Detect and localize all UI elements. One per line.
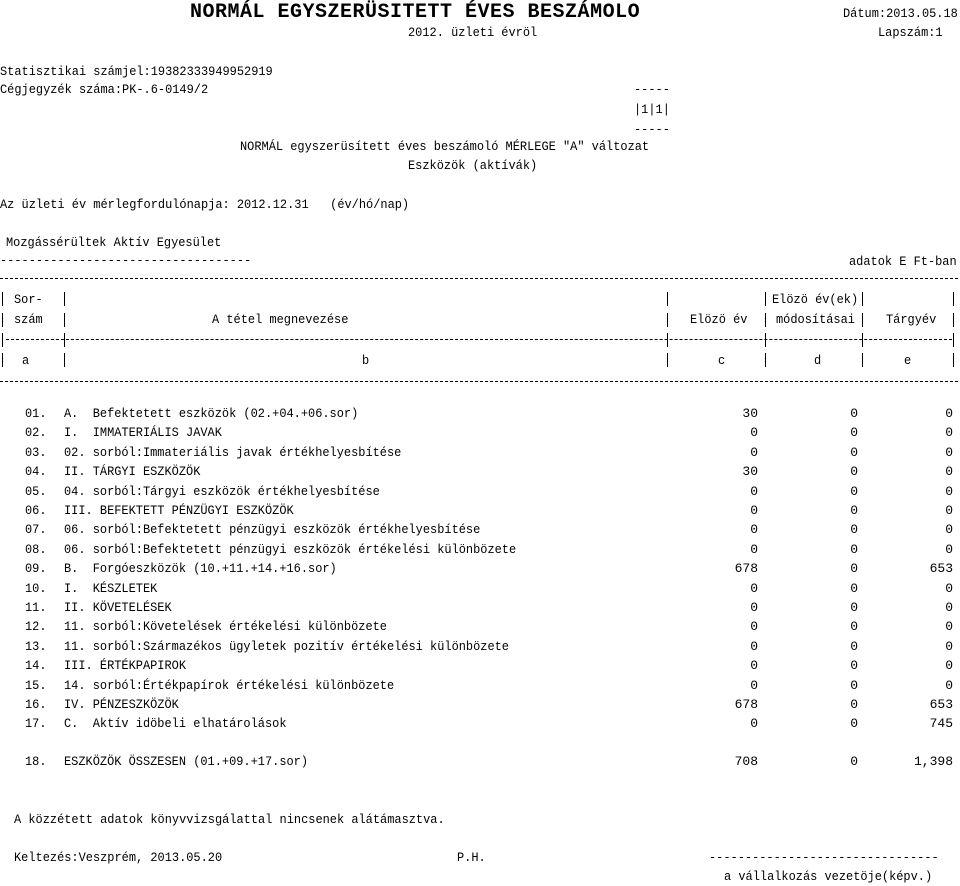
col-letter-c: c [718,353,726,368]
balance-sheet-subtitle: Eszközök (aktívák) [408,158,538,173]
report-main-title: NORMÁL EGYSZERÜSITETT ÉVES BESZÁMOLO [190,1,641,24]
row-mod-value: 0 [850,697,858,712]
total-cur-value: 1,398 [913,754,953,769]
header-rule-top [0,278,958,279]
row-prev-value: 30 [742,464,758,479]
page-number-label: Lapszám:1 [878,25,943,40]
row-mod-value: 0 [850,581,858,596]
box-bottom-dashes: ----- [634,122,670,137]
header-rule-middle [6,339,952,340]
organization-name: Mozgássérültek Aktív Egyesület [6,235,222,250]
row-mod-value: 0 [850,484,858,499]
row-number: 05. [25,484,47,499]
ph-stamp-label: P.H. [457,850,486,865]
row-name: C. Aktív idöbeli elhatárolások [64,716,287,731]
col-letter-a: a [22,353,30,368]
row-name: A. Befektetett eszközök (02.+04.+06.sor) [64,406,359,421]
row-cur-value: 0 [945,619,953,634]
row-number: 11. [25,600,47,615]
col-header-sor: Sor- [14,292,43,307]
row-prev-value: 0 [750,658,758,673]
balance-sheet-title: NORMÁL egyszerüsített éves beszámoló MÉRLEGE "A" változat [240,139,650,154]
row-number: 16. [25,697,47,712]
row-name: III. BEFEKTETT PÉNZÜGYI ESZKÖZÖK [64,503,294,518]
row-mod-value: 0 [850,716,858,731]
row-cur-value: 653 [929,697,953,712]
row-prev-value: 0 [750,542,758,557]
col-header-mod-line2: módosításai [776,312,855,327]
col-header-name: A tétel megnevezése [212,312,349,327]
col-header-prev: Elözö év [690,312,748,327]
row-prev-value: 678 [734,697,758,712]
row-cur-value: 0 [945,600,953,615]
balance-date-line: Az üzleti év mérlegfordulónapja: 2012.12.31 (év/hó/nap) [0,197,410,212]
total-row-number: 18. [25,754,47,769]
row-number: 06. [25,503,47,518]
row-name: I. KÉSZLETEK [64,581,158,596]
row-mod-value: 0 [850,445,858,460]
row-cur-value: 0 [945,425,953,440]
row-name: B. Forgóeszközök (10.+11.+14.+16.sor) [64,561,337,576]
row-name: II. KÖVETELÉSEK [64,600,172,615]
row-name: I. IMMATERIÁLIS JAVAK [64,425,222,440]
row-number: 04. [25,464,47,479]
registry-number: Cégjegyzék száma:PK-.6-0149/2 [0,82,209,97]
row-cur-value: 0 [945,503,953,518]
row-name: 06. sorból:Befektetett pénzügyi eszközök értékhelyesbítése [64,522,481,537]
signature-line: -------------------------------- [709,850,939,865]
row-cur-value: 0 [945,581,953,596]
row-number: 01. [25,406,47,421]
audit-note: A közzétett adatok könyvvizsgálattal nincsenek alátámasztva. [14,812,445,827]
row-prev-value: 0 [750,600,758,615]
row-cur-value: 0 [945,678,953,693]
organization-underline: ----------------------------------- [0,253,252,268]
row-number: 07. [25,522,47,537]
row-number: 10. [25,581,47,596]
row-number: 13. [25,639,47,654]
total-row-name: ESZKÖZÖK ÖSSZESEN (01.+09.+17.sor) [64,754,309,769]
row-prev-value: 0 [750,678,758,693]
row-cur-value: 0 [945,464,953,479]
row-cur-value: 0 [945,658,953,673]
row-prev-value: 0 [750,716,758,731]
row-number: 09. [25,561,47,576]
row-prev-value: 0 [750,639,758,654]
row-name: 11. sorból:Származékos ügyletek pozitív értékelési különbözete [64,639,509,654]
statistical-id: Statisztikai számjel:19382333949952919 [0,64,273,79]
row-mod-value: 0 [850,522,858,537]
total-prev-value: 708 [734,754,758,769]
row-prev-value: 0 [750,503,758,518]
row-name: 14. sorból:Értékpapírok értékelési különbözete [64,678,395,693]
row-mod-value: 0 [850,542,858,557]
row-mod-value: 0 [850,600,858,615]
row-cur-value: 0 [945,406,953,421]
col-letter-d: d [814,353,822,368]
row-cur-value: 0 [945,542,953,557]
row-cur-value: 653 [929,561,953,576]
row-prev-value: 0 [750,522,758,537]
row-cur-value: 0 [945,445,953,460]
row-prev-value: 678 [734,561,758,576]
row-prev-value: 0 [750,445,758,460]
row-name: 02. sorból:Immateriális javak értékhelyesbítése [64,445,402,460]
row-prev-value: 0 [750,581,758,596]
row-mod-value: 0 [850,425,858,440]
row-mod-value: 0 [850,406,858,421]
row-name: 06. sorból:Befektetett pénzügyi eszközök értékelési különbözete [64,542,517,557]
box-version-number: |1|1| [634,102,670,117]
total-mod-value: 0 [850,754,858,769]
row-number: 08. [25,542,47,557]
row-name: III. ÉRTÉKPAPIROK [64,658,187,673]
row-name: 11. sorból:Követelések értékelési különbözete [64,619,387,634]
date-label: Dátum:2013.05.18 [843,6,958,21]
row-cur-value: 0 [945,522,953,537]
row-prev-value: 30 [742,406,758,421]
box-top-dashes: ----- [634,82,670,97]
row-number: 02. [25,425,47,440]
col-header-cur: Tárgyév [886,312,937,327]
row-prev-value: 0 [750,484,758,499]
row-number: 14. [25,658,47,673]
col-letter-b: b [362,353,370,368]
issued-place-date: Keltezés:Veszprém, 2013.05.20 [14,850,223,865]
row-number: 15. [25,678,47,693]
row-mod-value: 0 [850,464,858,479]
unit-label: adatok E Ft-ban [849,254,957,269]
col-header-szam: szám [14,312,43,327]
row-mod-value: 0 [850,678,858,693]
row-cur-value: 0 [945,484,953,499]
row-mod-value: 0 [850,639,858,654]
col-header-mod-line1: Elözö év(ek) [772,292,859,307]
row-cur-value: 0 [945,639,953,654]
signature-label: a vállalkozás vezetöje(képv.) [724,869,933,884]
row-name: II. TÁRGYI ESZKÖZÖK [64,464,201,479]
row-cur-value: 745 [929,716,953,731]
row-prev-value: 0 [750,619,758,634]
fiscal-year-subtitle: 2012. üzleti évröl [408,25,538,40]
row-mod-value: 0 [850,658,858,673]
row-number: 12. [25,619,47,634]
col-letter-e: e [904,353,912,368]
row-mod-value: 0 [850,619,858,634]
row-prev-value: 0 [750,425,758,440]
row-number: 03. [25,445,47,460]
row-name: 04. sorból:Tárgyi eszközök értékhelyesbítése [64,484,380,499]
row-name: IV. PÉNZESZKÖZÖK [64,697,179,712]
row-number: 17. [25,716,47,731]
row-mod-value: 0 [850,503,858,518]
header-rule-bottom [0,381,958,382]
row-mod-value: 0 [850,561,858,576]
